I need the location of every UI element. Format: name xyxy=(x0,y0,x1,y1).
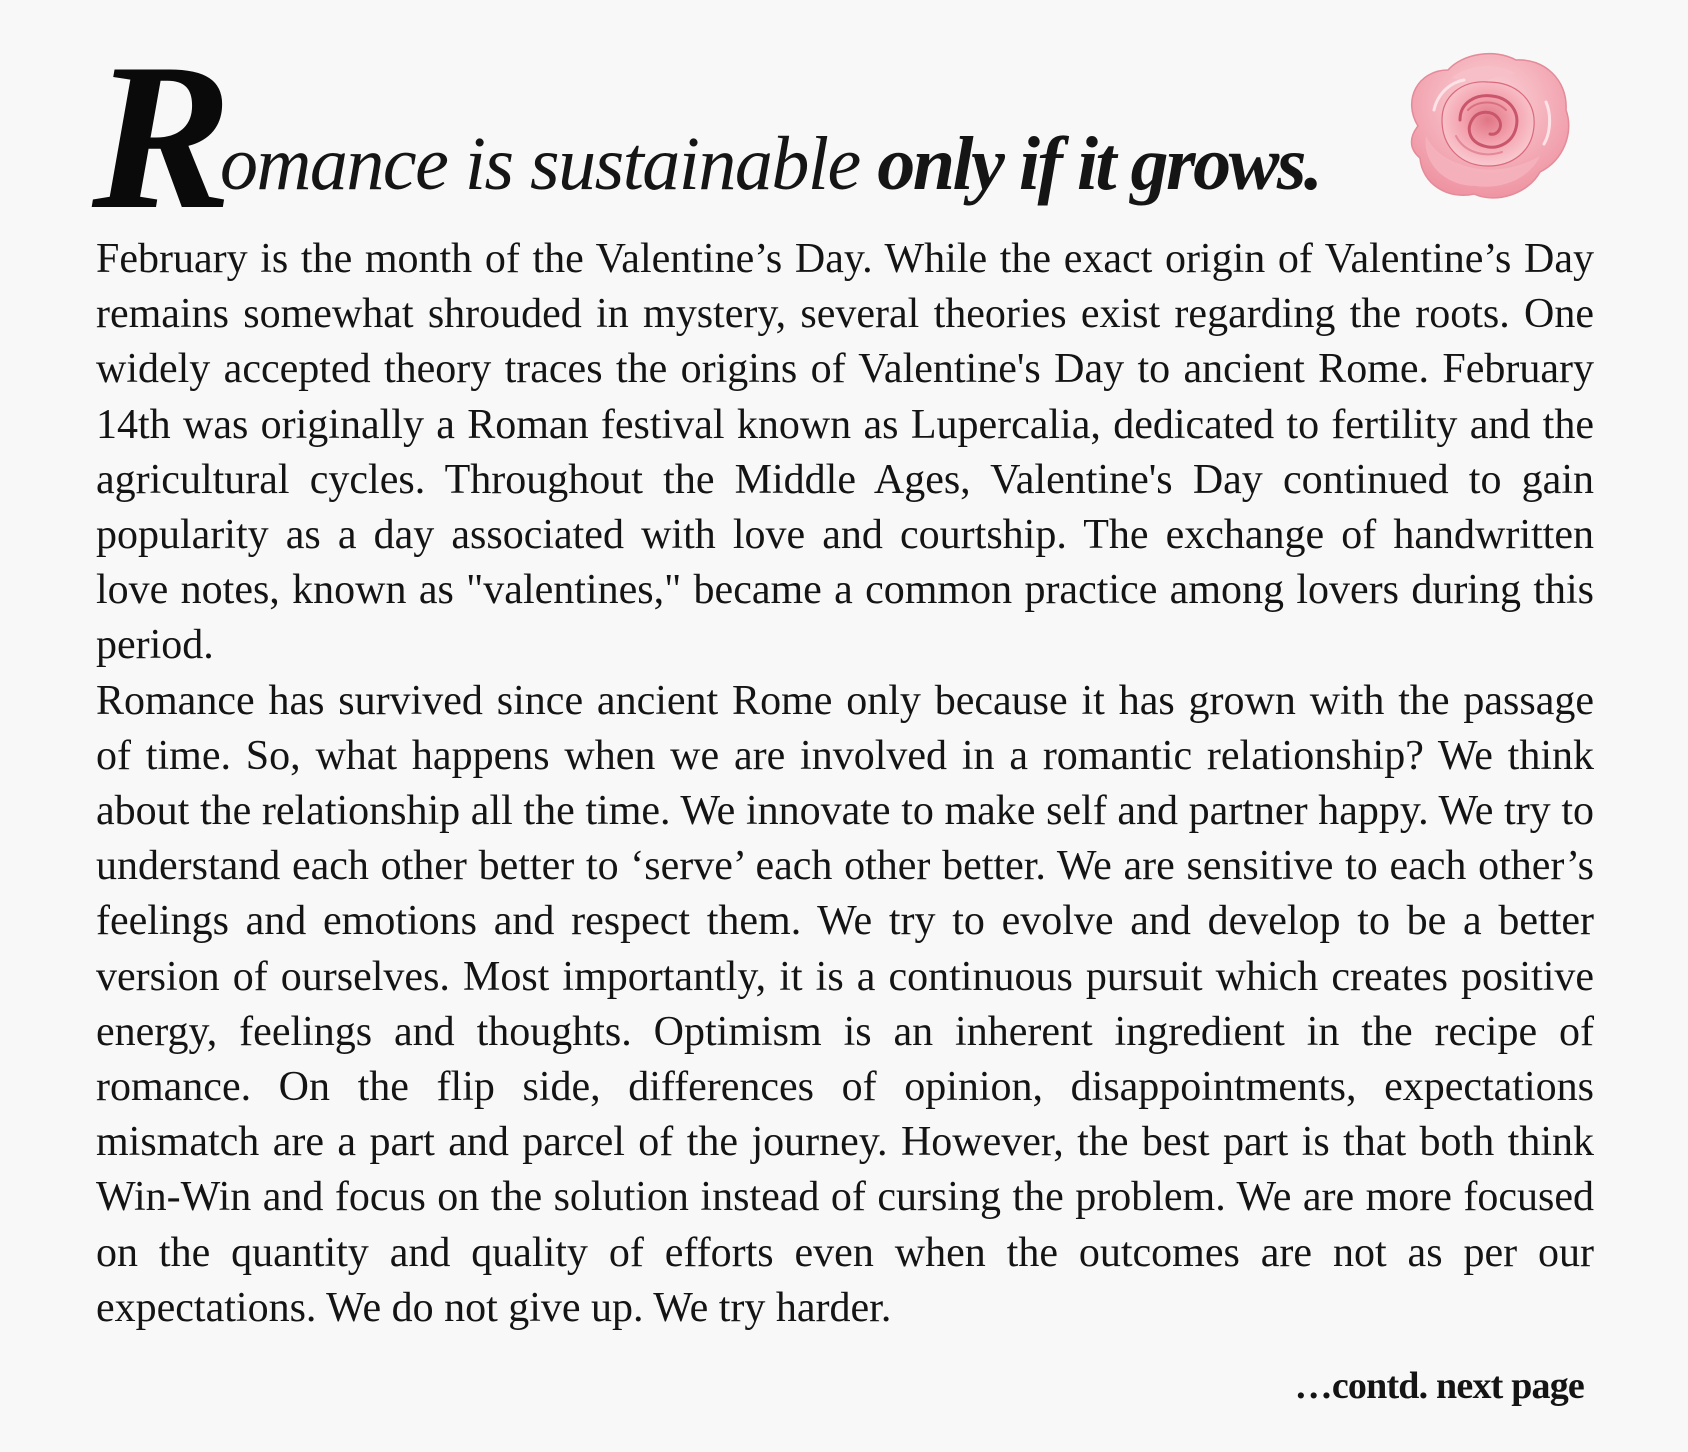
continued-note: …contd. next page xyxy=(1294,1365,1584,1407)
headline-text xyxy=(220,116,1320,212)
rose-icon xyxy=(1398,40,1578,208)
paragraph-2: Romance has survived since ancient Rome only because it has grown with the passage of time. So, what happens when we are involved in a romantic relationship? We think about the relationship all the time. We innovate to make self and partner happy. We try to understand each other better to ‘serve’ each other better. We are sensitive to each other’s feelings and emotions and respect them. We try to evolve and develop to be a better version of ourselves. Most importantly, it is a continuous pursuit which creates positive energy, feelings and thoughts. Optimism is an inherent ingredient in the recipe of romance. On the flip side, differences of opinion, disappointments, expectations mismatch are a part and parcel of the journey. However, the best part is that both think Win-Win and focus on the solution instead of cursing the problem. We are more focused on the quantity and quality of efforts even when the outcomes are not as per our expectations. We do not give up. We try harder. xyxy=(96,677,1594,1331)
drop-cap: R xyxy=(92,21,225,253)
body-text xyxy=(96,232,1594,1336)
headline-bold: only if it grows. xyxy=(877,122,1321,206)
paragraph-1: February is the month of the Valentine’s Day. While the exact origin of Valentine’s Day remains somewhat shrouded in mystery, several theories exist regarding the roots. One widely accepted theory traces the origins of Valentine's Day to ancient Rome. February 14th was originally a Roman festival known as Lupercalia, dedicated to fertility and the agricultural cycles. Throughout the Middle Ages, Valentine's Day continued to gain popularity as a day associated with love and courtship. The exchange of handwritten love notes, known as "valentines," became a common practice among lovers during this period. xyxy=(96,236,1594,669)
headline xyxy=(92,21,1392,253)
headline-regular: omance is sustainable xyxy=(220,122,878,206)
